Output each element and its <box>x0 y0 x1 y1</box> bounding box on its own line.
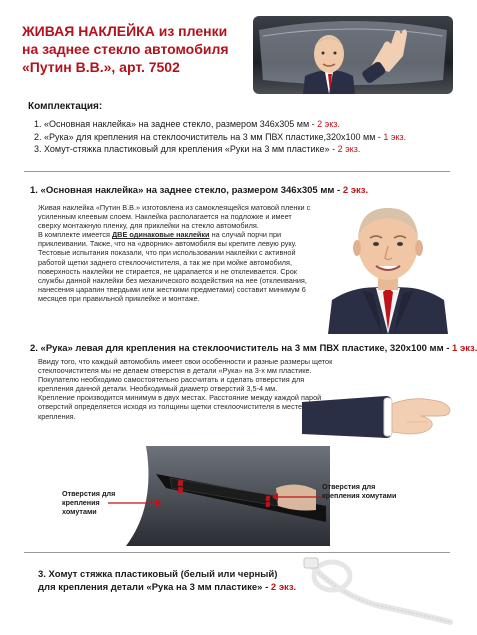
divider <box>24 171 450 172</box>
kit-heading: Комплектация: <box>28 101 103 112</box>
section1-title-text: 1. «Основная наклейка» на заднее стекло, размером 346х305 мм - <box>30 185 343 196</box>
title-line-2: на заднее стекло автомобиля <box>22 41 229 57</box>
divider <box>24 552 450 553</box>
kit-item-text: 3. Хомут-стяжка пластиковый для крепления «Руки на 3 мм пластике» - <box>34 144 338 154</box>
kit-item-text: 2. «Рука» для крепления на стеклоочиститель на 3 мм ПВХ пластике,320х100 мм - <box>34 131 384 142</box>
section2-title-text: 2. «Рука» левая для крепления на стеклоочиститель на 3 мм ПВХ пластике, 320х100 мм - <box>30 343 453 354</box>
sticker-on-car-illustration <box>253 16 453 94</box>
arrow-icon <box>272 490 324 504</box>
section1-p2-rest: на случай порчи при приклеивании. Также, что на «дворник» автомобиля вы крепите левую руку. Тестовые испытания показали, что при использовании наклейки с активной работой щетки заднего стеклоочистителя, а так же при мойке автомобиля, поверхность наклейки не стирается, не царапается и не отклеивается. Срок службы данной наклейки без механического воздействия на нее (отклеивания, нанесения царапин твердыми или жесткими предметами) составит минимум 6 месяцев при правильной приклейке и монтаже. <box>38 230 307 303</box>
arrow-icon <box>106 496 162 510</box>
section3-line1: 3. Хомут стяжка пластиковый (белый или черный) <box>38 569 278 580</box>
page-title <box>22 22 252 76</box>
section2-paragraph2: Крепление производится минимум в двух местах. Расстояние между каждой парой отверстий определяется исходя из толщины щетки стеклоочистителя в месте крепления. <box>38 393 322 421</box>
section2-qty: 1 экз. <box>452 343 477 354</box>
section3-line2: для крепления детали «Рука на 3 мм пластике» - <box>38 582 271 593</box>
sticker-portrait-illustration <box>326 196 450 336</box>
section1-p2-prefix: В комплекте имеется <box>38 230 112 240</box>
kit-list <box>34 118 454 156</box>
list-item <box>34 131 454 144</box>
cable-tie-illustration <box>300 556 460 630</box>
title-line-3: «Путин В.В.», арт. 7502 <box>22 59 180 75</box>
section1-paragraph2 <box>38 230 316 303</box>
kit-item-qty: 1 экз. <box>383 131 407 142</box>
section1-paragraph1: Живая наклейка «Путин В.В.» изготовлена из самоклеящейся матовой пленки с усиленным клеевым слоем. Наклейка располагается на подложке и имеет сверху монтажную пленку, для приклейки на стекло автомобиля. <box>38 203 311 231</box>
list-item <box>34 143 454 156</box>
hand-detail-illustration <box>300 390 454 444</box>
section1-p2-bold: ДВЕ одинаковые наклейки <box>111 230 210 240</box>
kit-item-qty: 2 экз. <box>337 144 361 154</box>
car-window-photo <box>253 16 453 94</box>
kit-item-text: 1. «Основная наклейка» на заднее стекло, размером 346х305 мм - <box>34 119 318 129</box>
wiper-label-right: Отверстия для крепления хомутами <box>322 482 397 500</box>
kit-item-qty: 2 экз. <box>317 119 340 129</box>
section3-title <box>38 568 296 594</box>
section1-qty: 2 экз. <box>342 185 369 196</box>
list-item <box>34 118 454 131</box>
section2-paragraph1: Ввиду того, что каждый автомобиль имеет свои особенности и разные размеры щеток стеклоочистителя мы не делаем отверстия в детали «Рука» на 3-х мм пластике. Покупателю необходимо самостоятельно рассчитать и сделать отверстия для крепления данной детали. Необходимый диаметр отверстий 3,5-4 мм. <box>38 357 333 394</box>
wiper-label-left: Отверстия для крепления хомутами <box>62 489 116 516</box>
section1-title <box>30 185 368 196</box>
section3-line2-wrap <box>38 581 296 594</box>
section1-body <box>38 203 316 303</box>
title-line-1: ЖИВАЯ НАКЛЕЙКА из пленки <box>22 23 228 39</box>
section3-qty: 2 экз. <box>270 582 297 593</box>
section2-body <box>38 357 338 421</box>
section2-title <box>30 343 477 354</box>
